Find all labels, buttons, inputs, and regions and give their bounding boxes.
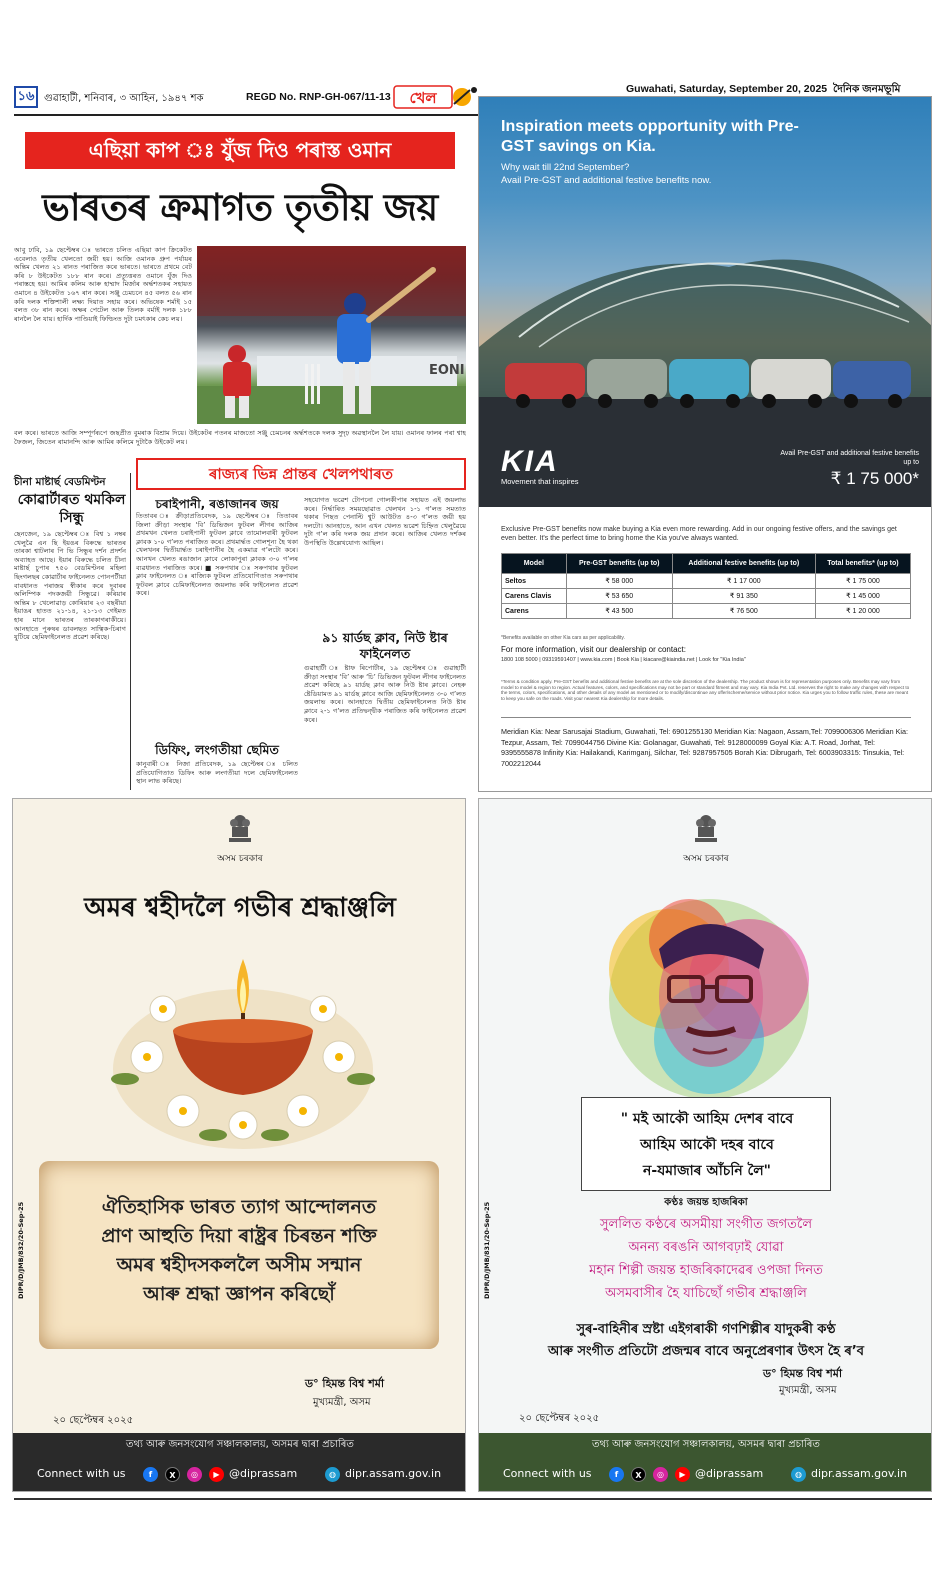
dipr-code: DIPR/D/JMB/832/20-Sep-25 (17, 1201, 25, 1299)
signatory-designation: মুখ্যমন্ত্ৰী, অসম (779, 1385, 837, 1396)
publisher-bar: তথ্য আৰু জনসংযোগ সঞ্চালকালয়, অসমৰ দ্বাৰা প্ৰচাৰিত (13, 1433, 466, 1457)
sports-news (14, 118, 466, 790)
globe-icon: ◍ (325, 1467, 340, 1482)
tribute-colored-lines: সুললিত কণ্ঠৰে অসমীয়া সংগীত জগতলৈ অনন্য বৰঙনি আগবঢ়াই যোৱা মহান শিল্পী জয়ন্ত হাজৰিকাদেৱৰ ওপজা দিনত অসমবাসীৰ হৈ যাচিছোঁ গভীৰ শ্ৰদ্ধাঞ্জলি (589, 1217, 823, 1301)
final-story: গুৱাহাটী ঃ ষ্টাফ ৰিপোৰ্টাৰ, ১৯ ছেপ্টেম্বৰ ঃ গুৱাহাটী ক্ৰীড়া সংস্থাৰ ‘বি’ আৰু ‘চি’ ডিভিজন ফুটবল লীগৰ ফাইনেলত প্ৰৱেশ কৰিছে ৯১ য়াৰ্ডছ ক্লাব আৰু নিউ ষ্টাৰ ক্লাবে। নেহৰু ষ্টেডিয়ামত ৯১ য়াৰ্ডছ ক্লাবে আজি ছেমিফাইনেলত ৩-০ গ’লত জয়লাভ কৰে। আনহাতে দ্বিতীয় ছেমিফাইনেলত নিউ ষ্টাৰ ক্লাবে ২-১ গ’লত প্ৰতিদ্বন্দ্বীক পৰাজিত কৰি ফাইনেলত প্ৰৱেশ কৰে। (304, 664, 466, 724)
table-header: Pre-GST benefits (up to) (566, 554, 672, 574)
diya-icon (103, 939, 383, 1159)
badminton-kicker: চীনা মাষ্টাৰ্ছ বেডমিণ্টন (14, 476, 106, 488)
kia-divider (501, 717, 911, 718)
social-handle[interactable]: @diprassam (695, 1467, 764, 1480)
globe-icon: ◍ (791, 1467, 806, 1482)
table-header: Additional festive benefits (up to) (672, 554, 815, 574)
section-logo-text: খেল (409, 89, 437, 107)
table-cell: ₹ 1 45 000 (815, 589, 910, 604)
social-bar (13, 1457, 466, 1492)
table-row (502, 574, 911, 589)
govt-label: অসম চৰকাৰ (683, 854, 729, 864)
table-cell: ₹ 58 000 (566, 574, 672, 589)
table-header: Total benefits* (up to) (815, 554, 910, 574)
table-cell: ₹ 53 650 (566, 589, 672, 604)
table-cell: Carens (502, 604, 567, 619)
badminton-headline: কোৱাৰ্টাৰত থমকিল সিন্ধু (17, 492, 126, 526)
kia-logo: KIA (501, 445, 559, 478)
signatory-name: ড° হিমন্ত বিশ্ব শৰ্মা (305, 1377, 385, 1390)
table-cell: ₹ 43 500 (566, 604, 672, 619)
kia-hero-image (479, 97, 932, 507)
martyrs-tribute-ad (12, 798, 466, 1492)
table-header: Model (502, 554, 567, 574)
kia-benefit-price: ₹ 1 75 000* (830, 469, 919, 488)
state-emblem-icon (691, 811, 721, 845)
headline: ভাৰতৰ ক্ৰমাগত তৃতীয় জয় (42, 186, 438, 229)
kia-contact-line: 1800 108 5000 | 09319591407 | www.kia.com | Book Kia | kiacare@kiaindia.net | Look for "Kia India" (501, 657, 746, 663)
table-cell: Carens Clavis (502, 589, 567, 604)
table-cell: ₹ 1 20 000 (815, 604, 910, 619)
state-story-headline: চৰাইপানী, ৰঙাজানৰ জয় (155, 497, 279, 511)
badminton-story: ছেনজেন, ১৯ ছেপ্টেম্বৰ ঃ বিশ্ব ১ নম্বৰ খেলুৱৈ এন ছি ইয়ঙৰ বিৰুদ্ধে ভাৰতৰ তাৰকা শ্বাটলাৰ পি ভি সিন্ধুৰ দৰ্শন প্ৰদৰ্শন অব্যাহত আছে। ইয়াৰ বিৰুদ্ধে চলিত চীনা মাষ্টাৰ্ছ চুপাৰ ৭৫০ বেডমিণ্টনৰ মহিলা ছিংগলছৰ কোৱাৰ্টাৰ ফাইনেলত পোনপটীয়া বাবধানত পৰাজয় স্বীকাৰ কৰে দুবাৰৰ অলিম্পিক পদকজয়ী সিন্ধুৱে। কৰিয়াৰ অন্তিম ৮ খেলোৱাড় কোৰিয়াৰ ২৩ বছৰীয়া ইয়াঙৰ হাতত ২১-১৪, ২১-১৩ গেইমত হাৰ মানে ভাৰতৰ তাৰকাগৰাকীয়ে। আনহাতে পুৰুষৰ ডাবলছত সাত্বিক-চিৰাগ যুটিয়ে ছেমিফাইনেলত প্ৰৱেশ কৰিছে। (14, 530, 126, 642)
kia-tagline: Movement that inspires (501, 477, 579, 486)
connect-label: Connect with us (37, 1467, 126, 1480)
social-handle[interactable]: @diprassam (229, 1467, 298, 1480)
publisher-bar: তথ্য আৰু জনসংযোগ সঞ্চালকালয়, অসমৰ দ্বাৰা প্ৰচাৰিত (479, 1433, 932, 1457)
youtube-icon[interactable]: ▶ (209, 1467, 224, 1482)
kia-subtext: Why wait till 22nd September? Avail Pre-GST and additional festive benefits now. (501, 162, 712, 186)
social-bar (479, 1457, 932, 1492)
bottom-rule (14, 1498, 932, 1500)
registration-number: REGD No. RNP-GH-067/11-13 (246, 91, 391, 103)
date-left: গুৱাহাটী, শনিবাৰ, ৩ আহিন, ১৯৪৭ শক (44, 93, 204, 104)
semifinal-headline: ডিফিং, লংগতীয়া ছেমিত (155, 742, 279, 757)
story-main-text-continued: বল কৰে। ভাৰতে আজি সম্পূৰ্ণৰূপে জছপ্ৰীত বুমৰাক বিশ্ৰাম দিয়ে। উইকেটৰ পতনৰ মাজতো সঞ্জু চেমচনৰ অৰ্দ্ধশতকে দলক সুদৃঢ় অৱস্থানলৈ লৈ যায়। ওমানৰ ফালৰ পৰা শ্বাহ ফৈজল, জিতেন ৰামানন্দি আৰু আমিৰ কলিমে দুটাকৈ উইকেট লয়। (14, 429, 466, 446)
column-divider (130, 473, 131, 790)
section-logo (392, 82, 480, 112)
kia-headline: Inspiration meets opportunity with Pre-GST savings on Kia. (501, 118, 799, 155)
instagram-icon[interactable]: ◎ (187, 1467, 202, 1482)
quote-box (581, 1097, 831, 1191)
kia-fine-print: *Terms & condition apply. Pre-GST benefits and additional festive benefits are at the sole discretion of the dealership. The product shown is for representation purposes only. Benefits may vary from model to model & region to region. Actual features, colors, and specifications may not be part or standard fitment and may vary. Kia India Pvt. Ltd. reserves the right to make any changes with respect to the terms, colors, specifications, and other details of any model as mentioned or to modify/discontinue any offer/scheme/service without prior notice. Kia urges you to follow traffic rules, these are meant to keep you safe on the roads. Visit your nearest Kia dealership for more details. (501, 679, 910, 701)
table-row (502, 589, 911, 604)
table-cell: Seltos (502, 574, 567, 589)
table-header-row (502, 554, 911, 574)
state-sports-banner: ৰাজ্যৰ ভিন্ন প্ৰান্তৰ খেলপথাৰত (136, 458, 466, 490)
state-story-text: তিতাবৰ ঃ ক্ৰীড়াপ্ৰতিবেদক, ১৯ ছেপ্টেম্বৰ ঃ তিতাবৰ জিলা ক্ৰীড়া সংস্থাৰ ‘বি’ ডিভিজন ফুটবল লীগৰ আজিৰ প্ৰথমখন খেলত চৰাইপানী ফুটবল ক্লাবে তামোলবাৰী ফুটবল ক্লাবক ১-০ গ’লত পৰাজিত কৰে। প্ৰথমাৰ্দ্ধত গোলশূন্য হৈ থকা খেলখনৰ দ্বিতীয়াৰ্দ্ধত চৰাইপানীৰ হৈ একমাত্ৰ গ’লটো কৰে। আনখন খেলত ৰঙাজান ক্লাবে লোকাপুৰা ক্লাবক ৩-০ গ’লৰ ব্যৱধানত পৰাজিত কৰে। ■ সৰুপথাৰ ঃ সৰুপথাৰ ফুটবল ক্লাব ফাইনেলত ঃ ৰাজ্যিক ফুটবল প্ৰতিযোগিতাত সৰুপথাৰ ফুটবল ক্লাবে চেমিফাইনেলত জয়লাভ কৰি ফাইনেলত প্ৰৱেশ কৰে। (136, 512, 298, 598)
tribute-message: ঐতিহাসিক ভাৰত ত্যাগ আন্দোলনত প্ৰাণ আহুতি দিয়া ৰাষ্ট্ৰৰ চিৰন্তন শক্তি অমৰ শ্বহীদসকললৈ অসীম সন্মান আৰু শ্ৰদ্ধা জ্ঞাপন কৰিছোঁ (101, 1196, 377, 1305)
kia-body-text: Exclusive Pre-GST benefits now make buying a Kia even more rewarding. Add in our ongoing festive offers, and the savings get even better. It's the perfect time to bring home the Kia you've always wanted. (501, 526, 897, 542)
table-row (502, 604, 911, 619)
tribute-title: অমৰ শ্বহীদলৈ গভীৰ শ্ৰদ্ধাঞ্জলি (84, 893, 396, 923)
tribute-message: সুৰ-বাহিনীৰ স্ৰষ্টা এইগৰাকী গণশিল্পীৰ যাদুকৰী কণ্ঠ আৰু সংগীত প্ৰতিটো প্ৰজন্মৰ বাবে অনুপ্ৰেৰণাৰ উৎস হৈ ৰ’ব (547, 1322, 864, 1359)
song-quote: " মই আকৌ আহিম দেশৰ বাবে আহিম আকৌ দহৰ বাবে ন-যমাজাৰ আঁচনি লৈ" (620, 1111, 794, 1179)
state-story-continued: সহযোগত ভৱেশ টোপনো গোলকীপাৰ সহায়ত এই জয়লাভ কৰে। নিৰ্দ্ধাৰিত সময়ছোৱাত খেলখন ১-১ গ’লত সমতাত থকাৰ পিছত পেনাল্টি শ্বুট আউটত ৪-৩ গ’লত জয়ী হয় দলটো। আনহাতে, আন এখন খেলত ভৱেশ চিহ্নিত খেলুৱৈয়ে দুটা গ’ল কৰি দলক জয় প্ৰদান কৰে। আজিৰ খেলত দৰ্শকৰ উপস্থিতি উল্লেখযোগ্য আছিল। (304, 496, 466, 547)
instagram-icon[interactable]: ◎ (653, 1467, 668, 1482)
signatory-designation: মুখ্যমন্ত্ৰী, অসম (313, 1397, 371, 1408)
state-emblem-icon (225, 811, 255, 845)
cricket-photo (197, 246, 466, 424)
website-link[interactable]: dipr.assam.gov.in (811, 1467, 908, 1480)
signatory-name: ড° হিমন্ত বিশ্ব শৰ্মা (763, 1367, 843, 1380)
jayanta-hazarika-tribute-ad (478, 798, 932, 1492)
kicker-banner: এছিয়া কাপ ঃ যুঁজ দিও পৰাস্ত ওমান (25, 132, 455, 169)
singer-credit: কণ্ঠঃ জয়ন্ত হাজৰিকা (664, 1197, 748, 1208)
kia-dealer-list: Meridian Kia: Near Sarusajai Stadium, Guwahati, Tel: 6901255130 Meridian Kia: Nagaon, Assam,Tel: 7099006306 Meridian Kia: Tezpur, Assam, Tel: 7099044756 Divine Kia: Golanagar, Guwahati, Tel: 9128000099 Goyal Kia: A.T. Road, Jorhat, Tel: 9395555878 Infinity Kia: Hailakandi, Karimganj, Silchar, Tel: 9287957505 Borah Kia: Dibrugarh, Tel: 6003903315: Tinsukia, Tel: 7002212044 (501, 727, 908, 768)
x-icon[interactable]: X (631, 1467, 646, 1482)
date-right: Guwahati, Saturday, September 20, 2025 দৈনিক জনমভূমি (626, 83, 901, 95)
govt-label: অসম চৰকাৰ (217, 854, 263, 864)
youtube-icon[interactable]: ▶ (675, 1467, 690, 1482)
table-cell: ₹ 76 500 (672, 604, 815, 619)
connect-label: Connect with us (503, 1467, 592, 1480)
table-cell: ₹ 91 350 (672, 589, 815, 604)
final-headline: ৯১ য়াৰ্ডছ ক্লাব, নিউ ষ্টাৰ ফাইনেলত (322, 630, 448, 661)
kia-benefits-table (501, 553, 911, 619)
table-cell: ₹ 1 75 000 (815, 574, 910, 589)
portrait-illustration (569, 879, 849, 1109)
x-icon[interactable]: X (165, 1467, 180, 1482)
ad-date: ২০ ছেপ্টেম্বৰ ২০২৫ (519, 1413, 600, 1424)
page-number: ১৬ (14, 86, 38, 108)
svg-text:EONI: EONI (429, 363, 465, 378)
kia-contact-heading: For more information, visit our dealership or contact: (501, 645, 686, 654)
tribute-scroll (39, 1161, 439, 1349)
facebook-icon[interactable]: f (143, 1467, 158, 1482)
kia-table-note: *Benefits available on other Kia cars as per applicability. (501, 635, 625, 641)
website-link[interactable]: dipr.assam.gov.in (345, 1467, 442, 1480)
facebook-icon[interactable]: f (609, 1467, 624, 1482)
story-main-text: আবু ঢাবি, ১৯ ছেপ্টেম্বৰ ঃ ভাৰতে চলিত এছিয়া কাপ ক্ৰিকেটত এবেলাও তৃতীয় খেলতো জয়ী হয়। আজি ওমানক গ্ৰুপ পৰ্যায়ৰ অন্তিম খেলত ২১ ৰানত পৰাজিত কৰে ভাৰতে। ভাৰতে প্ৰথমে বেট কৰি ৮ উইকেটত ১৮৮ ৰান কৰে। প্ৰত্যুত্তৰত ওমানে যুঁজ দিও পৰাস্তহে হয়। আমিৰ কলিম আৰু হাম্মাদ মিৰ্জাৰ অৰ্দ্ধশতকৰ সহায়ত ওমানে ৪ উইকেটত ১৬৭ ৰান কৰে। সঞ্জু চেমচনে ৪৫ বলত ৫৬ ৰান কৰি দলক শক্তিশালী লক্ষ্য দিয়াত সহায় কৰে। অভিষেক শৰ্মাই ১৫ বলত ৩৮ ৰান কৰে। অক্ষৰ পেটেল আৰু তিলক বৰ্মাই দলক ১৮৮ ৰানলৈ লৈ যায়। হাৰ্দিক পাণ্ডিয়াই ফিল্ডিংত দুটা চমৎকাৰ কেচ লয়। (14, 246, 192, 323)
kia-advertisement (478, 96, 932, 792)
table-cell: ₹ 1 17 000 (672, 574, 815, 589)
semifinal-story: কানুবাৰী ঃ নিজা প্ৰতিবেদক, ১৯ ছেপ্টেম্বৰ ঃ চলিত প্ৰতিযোগিতাত ডিফিং আৰু লংগতীয়া দলে ছেমিফাইনেলত স্থান লাভ কৰিছে। (136, 760, 298, 786)
kia-benefit-label: Avail Pre-GST and additional festive benefits up to (780, 450, 919, 466)
ad-date: ২০ ছেপ্টেম্বৰ ২০২৫ (53, 1415, 134, 1426)
dipr-code: DIPR/D/JMB/831/20-Sep-25 (483, 1201, 491, 1299)
